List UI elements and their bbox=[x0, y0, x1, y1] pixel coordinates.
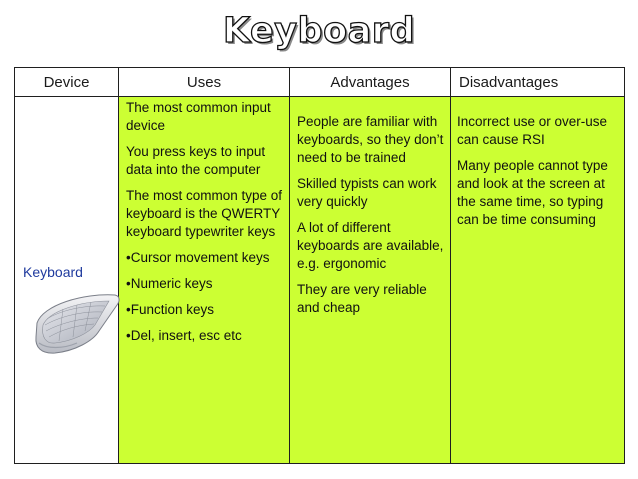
header-device: Device bbox=[15, 68, 119, 97]
uses-item-6: •Function keys bbox=[126, 302, 215, 317]
header-uses: Uses bbox=[119, 68, 290, 97]
device-cell bbox=[15, 97, 119, 464]
uses-item-4: •Cursor movement keys bbox=[126, 250, 270, 265]
disadvantages-list bbox=[451, 97, 624, 229]
uses-cell bbox=[119, 97, 290, 464]
advantages-cell bbox=[290, 97, 451, 464]
uses-item-7: •Del, insert, esc etc bbox=[126, 328, 242, 343]
slide-title: Keyboard bbox=[222, 11, 416, 51]
advantage-item-3: A lot of different keyboards are available, e.g. ergonomic bbox=[297, 220, 444, 271]
comparison-table bbox=[14, 67, 625, 464]
table-row bbox=[15, 97, 625, 464]
advantages-list bbox=[290, 97, 450, 317]
advantage-item-4: They are very reliable and cheap bbox=[297, 282, 427, 315]
ergonomic-keyboard-icon bbox=[33, 287, 121, 359]
uses-item-2: You press keys to input data into the computer bbox=[126, 144, 266, 177]
advantage-item-1: People are familiar with keyboards, so they don’t need to be trained bbox=[297, 114, 444, 165]
disadvantages-cell bbox=[451, 97, 625, 464]
header-row bbox=[15, 68, 625, 97]
uses-list bbox=[119, 97, 289, 345]
device-name: Keyboard bbox=[23, 264, 83, 280]
disadvantage-item-1: Incorrect use or over-use can cause RSI bbox=[457, 114, 608, 147]
uses-item-1: The most common input device bbox=[126, 100, 271, 133]
uses-item-3: The most common type of keyboard is the QWERTY keyboard typewriter keys bbox=[126, 188, 283, 239]
header-advantages: Advantages bbox=[290, 68, 451, 97]
uses-item-5: •Numeric keys bbox=[126, 276, 213, 291]
disadvantage-item-2: Many people cannot type and look at the screen at the same time, so typing can be time consuming bbox=[457, 158, 608, 227]
advantage-item-2: Skilled typists can work very quickly bbox=[297, 176, 437, 209]
header-disadvantages: Disadvantages bbox=[451, 68, 625, 97]
